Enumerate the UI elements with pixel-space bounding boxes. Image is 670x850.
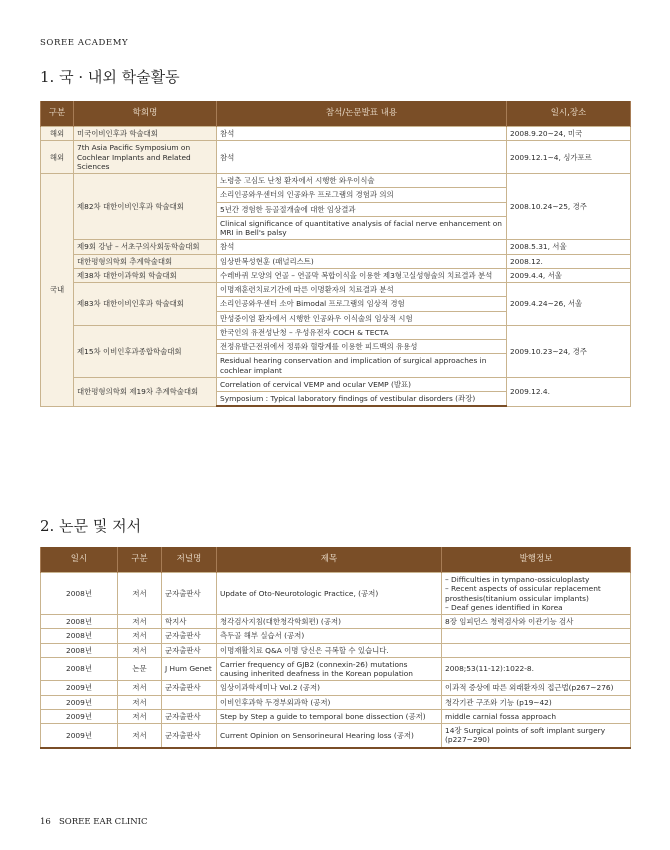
journal-cell [162, 695, 217, 709]
content-cell: 참석 [217, 141, 507, 174]
table-row [41, 681, 631, 695]
content-cell: 노령층 고심도 난청 환자에서 시행한 와우이식술 [217, 174, 507, 188]
type-cell: 논문 [118, 657, 162, 681]
date-place-cell: 2008.5.31, 서울 [507, 240, 631, 254]
content-cell: 전정유발근전위에서 정류와 혈랑계를 이용한 피드백의 유용성 [217, 340, 507, 354]
academic-activities-table [40, 101, 631, 407]
publication-info-line: middle carnial fossa approach [445, 711, 557, 721]
conference-name-cell: 제82차 대한이비인후과 학술대회 [74, 174, 217, 240]
category-cell: 해외 [41, 127, 74, 141]
date-cell: 2008년 [41, 573, 118, 615]
running-header: SOREE ACADEMY [40, 38, 129, 48]
date-cell: 2009년 [41, 724, 118, 748]
publication-info-cell [442, 643, 631, 657]
publication-info-cell [442, 681, 631, 695]
conference-name-cell: 미국이비인후과 학술대회 [74, 127, 217, 141]
table-row [41, 325, 631, 339]
content-cell: 참석 [217, 240, 507, 254]
col-header-journal: 저널명 [162, 547, 217, 573]
col-header-category: 구분 [41, 101, 74, 127]
table-row [41, 377, 631, 391]
publication-info-cell [442, 573, 631, 615]
title-cell: 임상이과학세미나 Vol.2 (공저) [217, 681, 442, 695]
title-cell: Current Opinion on Sensorineural Hearing loss (공저) [217, 724, 442, 748]
table-header-row [41, 547, 631, 573]
date-cell: 2009년 [41, 695, 118, 709]
page-number: 16 [40, 817, 51, 827]
publication-info-cell [442, 724, 631, 748]
publication-info-cell [442, 629, 631, 643]
date-place-cell: 2008.12. [507, 254, 631, 268]
col-header-date: 일시 [41, 547, 118, 573]
content-cell: 수레바퀴 모양의 연골 – 연골막 복합이식을 이용한 제3형고실성형술의 치료결과 분석 [217, 268, 507, 282]
content-cell: 이명재훈련치료기간에 따른 이명환자의 치료결과 분석 [217, 283, 507, 297]
conference-name-cell: 제83차 대한이비인후과 학술대회 [74, 283, 217, 326]
journal-cell: 군자출판사 [162, 573, 217, 615]
conference-name-cell: 7th Asia Pacific Symposium on Cochlear Implants and Related Sciences [74, 141, 217, 174]
conference-name-cell: 제38차 대한이과학회 학술대회 [74, 268, 217, 282]
section2-title: 2. 논문 및 저서 [40, 517, 142, 535]
col-header-title: 제목 [217, 547, 442, 573]
date-place-cell: 2008.9.20~24, 미국 [507, 127, 631, 141]
conference-name-cell: 제9회 강남 – 서초구의사회동학술대회 [74, 240, 217, 254]
content-cell: 만성중이염 환자에서 시행한 인공와우 이식술의 임상적 시험 [217, 311, 507, 325]
journal-cell: 군자출판사 [162, 709, 217, 723]
publication-info-line: – Recent aspects of ossicular replacement prosthesis(titanium ossicular implants) [445, 584, 601, 603]
conference-name-cell: 대한평형의학회 제19차 추계학술대회 [74, 377, 217, 406]
academic-activities-body [41, 127, 631, 407]
col-header-content: 참석/논문발표 내용 [217, 101, 507, 127]
date-cell: 2008년 [41, 657, 118, 681]
publication-info-cell [442, 695, 631, 709]
journal-cell: 군자출판사 [162, 724, 217, 748]
footer-clinic-name: SOREE EAR CLINIC [58, 817, 148, 827]
table-row [41, 268, 631, 282]
content-cell: Clinical significance of quantitative analysis of facial nerve enhancement on MRI in Bell's palsy [217, 216, 507, 240]
journal-cell: 군자출판사 [162, 643, 217, 657]
type-cell: 저서 [118, 709, 162, 723]
date-place-cell: 2009.12.1~4, 싱가포르 [507, 141, 631, 174]
publication-info-cell [442, 615, 631, 629]
category-cell: 국내 [41, 174, 74, 407]
conference-name-cell: 제15차 이비인후과종합학술대회 [74, 325, 217, 377]
title-cell: 이비인후과학 두경부외과학 (공저) [217, 695, 442, 709]
category-cell: 해외 [41, 141, 74, 174]
publication-info-line: 이과적 증상에 따른 외래환자의 접근법(p267~276) [445, 683, 614, 693]
journal-cell: 군자출판사 [162, 681, 217, 695]
table-row [41, 629, 631, 643]
content-cell: 임상반복성현훈 (패널리스트) [217, 254, 507, 268]
table-row [41, 709, 631, 723]
content-cell: Residual hearing conservation and implication of surgical approaches in cochlear implant [217, 354, 507, 378]
date-cell: 2008년 [41, 643, 118, 657]
publication-info-line: 8장 임피던스 청력검사와 이관기능 검사 [445, 617, 574, 626]
title-cell: 측두골 해부 실습서 (공저) [217, 629, 442, 643]
journal-cell: 군자출판사 [162, 629, 217, 643]
table-row [41, 643, 631, 657]
publication-info-line: – Difficulties in tympano-ossiculoplasty [445, 575, 590, 584]
date-place-cell: 2008.10.24~25, 경주 [507, 174, 631, 240]
table-row [41, 573, 631, 615]
content-cell: 소리인공와우센터 소아 Bimodal 프로그램의 임상적 경험 [217, 297, 507, 311]
page-footer [40, 817, 148, 827]
table-row [41, 127, 631, 141]
table-row [41, 254, 631, 268]
table-row [41, 240, 631, 254]
col-header-type: 구분 [118, 547, 162, 573]
col-header-conference: 학회명 [74, 101, 217, 127]
table-row [41, 283, 631, 297]
date-place-cell: 2009.4.4, 서울 [507, 268, 631, 282]
publication-info-line: 청각기관 구조와 기능 (p19~42) [445, 697, 552, 707]
col-header-publication-info: 발행정보 [442, 547, 631, 573]
publication-info-cell [442, 657, 631, 681]
publication-info-line: 14장 Surgical points of soft implant surgery (p227~290) [445, 726, 606, 745]
type-cell: 저서 [118, 643, 162, 657]
type-cell: 저서 [118, 629, 162, 643]
journal-cell: J Hum Genet [162, 657, 217, 681]
date-cell: 2009년 [41, 709, 118, 723]
date-cell: 2009년 [41, 681, 118, 695]
journal-cell: 학지사 [162, 615, 217, 629]
table-row [41, 724, 631, 748]
publication-info-line: – Deaf genes identified in Korea [445, 602, 563, 612]
date-place-cell: 2009.12.4. [507, 377, 631, 406]
content-cell: 참석 [217, 127, 507, 141]
title-cell: 이명재활치료 Q&A 이명 당신은 극복할 수 있습니다. [217, 643, 442, 657]
title-cell: Step by Step a guide to temporal bone dissection (공저) [217, 709, 442, 723]
publication-info-cell [442, 709, 631, 723]
publications-body [41, 573, 631, 748]
title-cell: Update of Oto-Neurotologic Practice, (공저) [217, 573, 442, 615]
content-cell: 소리인공와우센터의 인공와우 프로그램의 경험과 의의 [217, 188, 507, 202]
publications-table [40, 547, 631, 749]
type-cell: 저서 [118, 695, 162, 709]
date-place-cell: 2009.10.23~24, 경주 [507, 325, 631, 377]
content-cell: 5년간 경험한 등골절개술에 대한 임상결과 [217, 202, 507, 216]
conference-name-cell: 대한평형의학회 추계학술대회 [74, 254, 217, 268]
content-cell: Correlation of cervical VEMP and ocular VEMP (발표) [217, 377, 507, 391]
col-header-date-place: 일시,장소 [507, 101, 631, 127]
table-header-row [41, 101, 631, 127]
table-row [41, 695, 631, 709]
type-cell: 저서 [118, 724, 162, 748]
table-row [41, 174, 631, 188]
type-cell: 저서 [118, 615, 162, 629]
table-row [41, 615, 631, 629]
type-cell: 저서 [118, 573, 162, 615]
title-cell: Carrier frequency of GJB2 (connexin-26) mutations causing inherited deafness in the Korean population [217, 657, 442, 681]
table-row [41, 657, 631, 681]
section1-title: 1. 국 · 내외 학술활동 [40, 68, 180, 86]
type-cell: 저서 [118, 681, 162, 695]
date-place-cell: 2009.4.24~26, 서울 [507, 283, 631, 326]
title-cell: 청각검사지침(대한청각학회편) (공저) [217, 615, 442, 629]
date-cell: 2008년 [41, 615, 118, 629]
date-cell: 2008년 [41, 629, 118, 643]
publication-info-line: 2008;53(11-12):1022-8. [445, 664, 534, 674]
table-row [41, 141, 631, 174]
content-cell: 한국인의 유전성난청 – 우성유전자 COCH & TECTA [217, 325, 507, 339]
content-cell: Symposium : Typical laboratory findings of vestibular disorders (좌장) [217, 392, 507, 407]
